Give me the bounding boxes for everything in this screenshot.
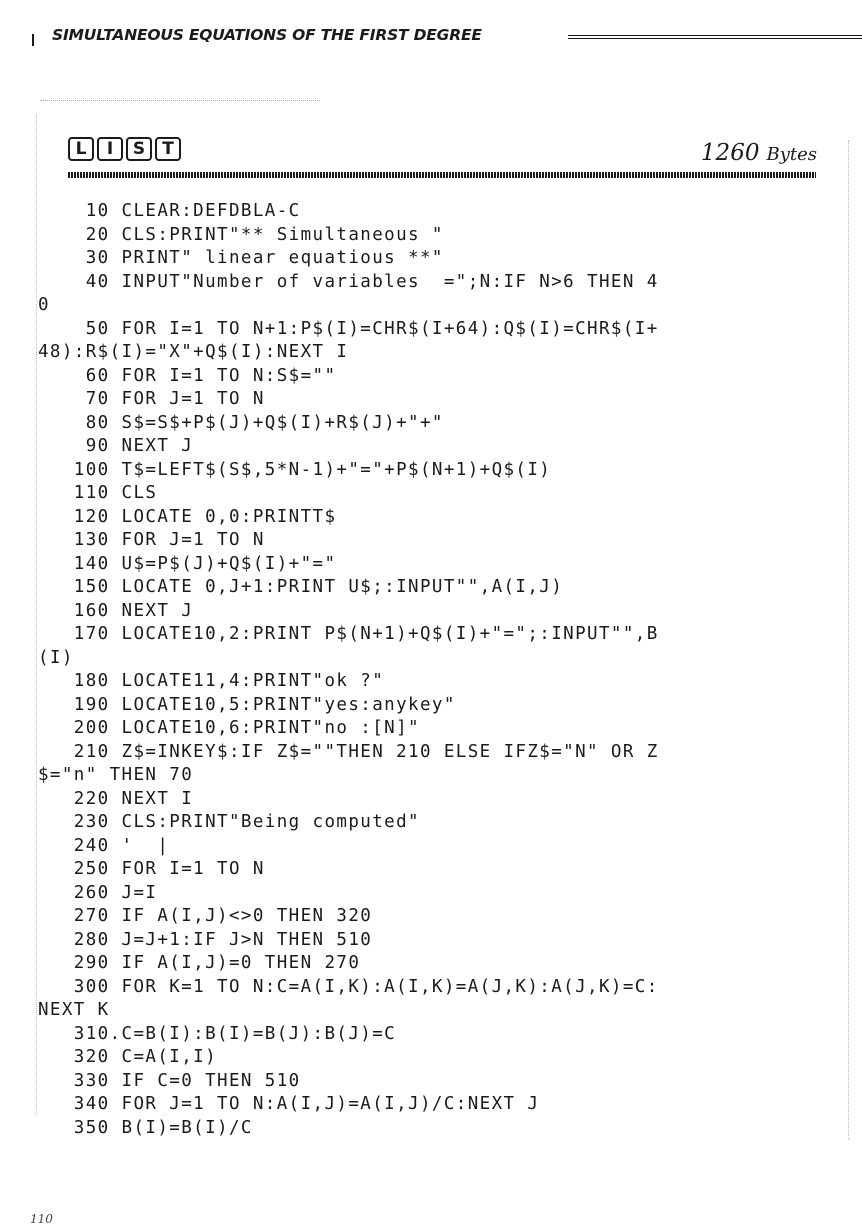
program-size-number: 1260	[700, 140, 760, 166]
frame-border-left	[36, 115, 37, 1115]
code-line: 100 T$=LEFT$(S$,5*N-1)+"="+P$(N+1)+Q$(I)	[38, 459, 552, 480]
code-line: 170 LOCATE10,2:PRINT P$(N+1)+Q$(I)+"=";:INPUT"",B	[38, 624, 659, 644]
list-logo-key: T	[155, 137, 181, 161]
hatched-divider	[68, 172, 816, 178]
basic-program-listing	[38, 200, 828, 1140]
list-logo-key: L	[68, 137, 94, 161]
frame-border-top	[40, 100, 320, 101]
list-logo-key: I	[97, 137, 123, 161]
code-line: 330 IF C=0 THEN 510	[38, 1070, 301, 1091]
code-line: 180 LOCATE11,4:PRINT"ok ?"	[38, 671, 385, 691]
code-line: 10 CLEAR:DEFDBLA-C	[38, 201, 301, 221]
code-line: 200 LOCATE10,6:PRINT"no :[N]"	[38, 718, 420, 738]
code-line: 290 IF A(I,J)=0 THEN 270	[38, 953, 361, 973]
code-line: 310.C=B(I):B(I)=B(J):B(J)=C	[38, 1023, 397, 1044]
code-line: 20 CLS:PRINT"** Simultaneous "	[38, 224, 444, 245]
code-line: 90 NEXT J	[38, 436, 194, 456]
code-line: 60 FOR I=1 TO N:S$=""	[38, 365, 337, 386]
code-line: 320 C=A(I,I)	[38, 1047, 218, 1067]
code-line: 350 B(I)=B(I)/C	[38, 1117, 253, 1138]
code-line: 50 FOR I=1 TO N+1:P$(I)=CHR$(I+64):Q$(I)=CHR$(I+	[38, 318, 659, 339]
code-line: 270 IF A(I,J)<>0 THEN 320	[38, 906, 373, 926]
header-rule	[568, 38, 862, 39]
chapter-title: SIMULTANEOUS EQUATIONS OF THE FIRST DEGREE	[52, 26, 482, 44]
list-logo	[68, 137, 181, 161]
code-line: 70 FOR J=1 TO N	[38, 389, 265, 409]
code-line: NEXT K	[38, 1000, 110, 1020]
code-line: 120 LOCATE 0,0:PRINTT$	[38, 506, 337, 527]
code-line: 160 NEXT J	[38, 600, 194, 621]
code-line: 140 U$=P$(J)+Q$(I)+"="	[38, 553, 337, 574]
code-line: 280 J=J+1:IF J>N THEN 510	[38, 929, 373, 950]
code-line: 190 LOCATE10,5:PRINT"yes:anykey"	[38, 694, 456, 715]
header-tick-mark	[32, 34, 34, 46]
code-line: 230 CLS:PRINT"Being computed"	[38, 812, 420, 832]
header-rule	[568, 35, 862, 36]
code-line: 220 NEXT I	[38, 788, 194, 809]
code-line: (I)	[38, 647, 74, 668]
page-number: 110	[30, 1212, 53, 1226]
code-line: 150 LOCATE 0,J+1:PRINT U$;:INPUT"",A(I,J)	[38, 577, 564, 597]
code-line: 260 J=I	[38, 882, 158, 903]
code-line: 340 FOR J=1 TO N:A(I,J)=A(I,J)/C:NEXT J	[38, 1094, 540, 1114]
code-line: 48):R$(I)="X"+Q$(I):NEXT I	[38, 342, 349, 362]
code-line: 30 PRINT" linear equatious **"	[38, 248, 444, 268]
code-line: 130 FOR J=1 TO N	[38, 530, 265, 550]
program-size-unit: Bytes	[766, 144, 817, 165]
code-line: 40 INPUT"Number of variables =";N:IF N>6 THEN 4	[38, 271, 659, 292]
list-logo-key: S	[126, 137, 152, 161]
code-line: 80 S$=S$+P$(J)+Q$(I)+R$(J)+"+"	[38, 412, 444, 433]
program-size	[701, 140, 817, 166]
code-line: 0	[38, 295, 50, 315]
code-line: 210 Z$=INKEY$:IF Z$=""THEN 210 ELSE IFZ$="N" OR Z	[38, 741, 659, 762]
code-line: 250 FOR I=1 TO N	[38, 859, 265, 879]
code-line: 240 ' |	[38, 835, 170, 856]
code-line: $="n" THEN 70	[38, 765, 194, 785]
frame-border-right	[848, 140, 849, 1140]
running-header	[32, 26, 862, 46]
code-line: 300 FOR K=1 TO N:C=A(I,K):A(I,K)=A(J,K):A(J,K)=C:	[38, 976, 659, 997]
code-line: 110 CLS	[38, 483, 158, 503]
